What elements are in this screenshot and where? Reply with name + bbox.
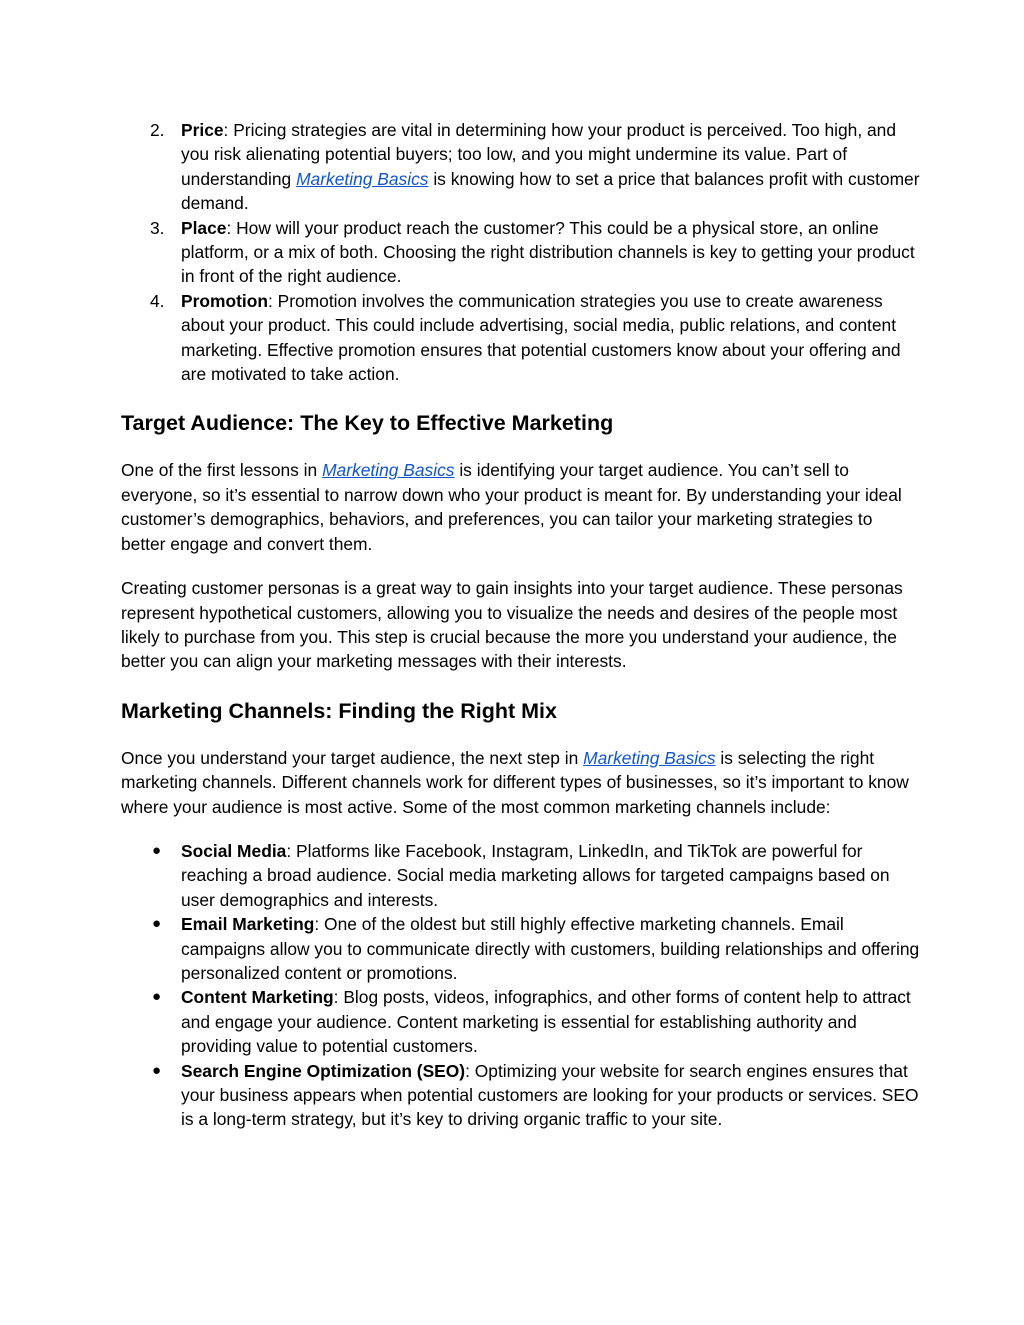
list-text: : Promotion involves the communication strategies you use to create awareness about your product. This could include advertising, social media, public relations, and content marketing. Effective promotion ensures that potential customers know about your offering and are motivated to take action. [181, 290, 901, 385]
list-item-promotion [121, 289, 921, 387]
list-number: 2. [150, 120, 165, 140]
list-item-place [121, 216, 921, 289]
list-item-content-marketing [121, 985, 921, 1058]
list-item-seo [121, 1059, 921, 1132]
list-term: Email Marketing [181, 914, 315, 935]
bullet-icon: ● [152, 915, 162, 933]
list-term: Content Marketing [181, 987, 334, 1008]
paragraph [121, 458, 921, 556]
paragraph [121, 746, 921, 819]
bullet-icon: ● [152, 1061, 162, 1079]
list-text: : Platforms like Facebook, Instagram, LinkedIn, and TikTok are powerful for reaching a broad audience. Social media marketing allows for targeted campaigns based on user demographics and interests. [181, 840, 890, 910]
section-heading-marketing-channels: Marketing Channels: Finding the Right Mix [121, 698, 557, 723]
paragraph-text: is selecting the right marketing channels. Different channels work for different types of businesses, so it’s important to know where your audience is most active. Some of the most common marketing channels include: [121, 747, 909, 817]
list-item-price [121, 118, 921, 216]
list-term: Place [181, 217, 227, 238]
list-text: : How will your product reach the customer? This could be a physical store, an online platform, or a mix of both. Choosing the right distribution channels is key to getting your product in front of the right audience. [181, 217, 915, 287]
marketing-basics-link[interactable]: Marketing Basics [296, 168, 429, 189]
channels-list [121, 839, 921, 1132]
list-term: Price [181, 120, 224, 140]
bullet-icon: ● [152, 841, 162, 859]
four-ps-list [121, 118, 921, 386]
paragraph-text: One of the first lessons in [121, 460, 323, 481]
paragraph-text: Once you understand your target audience, the next step in [121, 747, 584, 768]
marketing-basics-link[interactable]: Marketing Basics [583, 747, 716, 768]
list-term: Social Media [181, 840, 287, 861]
list-text: : One of the oldest but still highly effective marketing channels. Email campaigns allow you to communicate directly with customers, building relationships and offering personalized content or promotions. [181, 914, 920, 983]
list-term: Search Engine Optimization (SEO) [181, 1060, 466, 1081]
paragraph: Creating customer personas is a great way to gain insights into your target audience. These personas represent hypothetical customers, allowing you to visualize the needs and desires of the people most likely to purchase from you. This step is crucial because the more you understand your audience, the better you can align your marketing messages with their interests. [121, 578, 903, 672]
marketing-basics-link[interactable]: Marketing Basics [322, 460, 455, 481]
document-body [121, 118, 921, 1132]
list-term: Promotion [181, 290, 268, 311]
bullet-icon: ● [152, 988, 162, 1006]
list-text: is knowing how to set a price that balances profit with customer demand. [181, 168, 920, 214]
paragraph-text: is identifying your target audience. You can’t sell to everyone, so it’s essential to narrow down who your product is meant for. By understanding your ideal customer’s demographics, behaviors, and preferences, you can tailor your marketing strategies to better engage and convert them. [121, 460, 902, 554]
list-number: 3. [150, 217, 165, 238]
list-item-email-marketing [121, 912, 921, 985]
list-text: : Pricing strategies are vital in determining how your product is perceived. Too high, and you risk alienating potential buyers; too low, and you might undermine its value. Part of understanding [181, 120, 897, 189]
list-number: 4. [150, 290, 165, 311]
list-text: : Optimizing your website for search engines ensures that your business appears when potential customers are looking for your products or services. SEO is a long-term strategy, but it’s key to driving organic traffic to your site. [181, 1060, 919, 1130]
list-text: : Blog posts, videos, infographics, and other forms of content help to attract and engage your audience. Content marketing is essential for establishing authority and providing value to potential customers. [181, 987, 911, 1057]
list-item-social-media [121, 839, 921, 912]
section-heading-target-audience: Target Audience: The Key to Effective Marketing [121, 411, 614, 436]
